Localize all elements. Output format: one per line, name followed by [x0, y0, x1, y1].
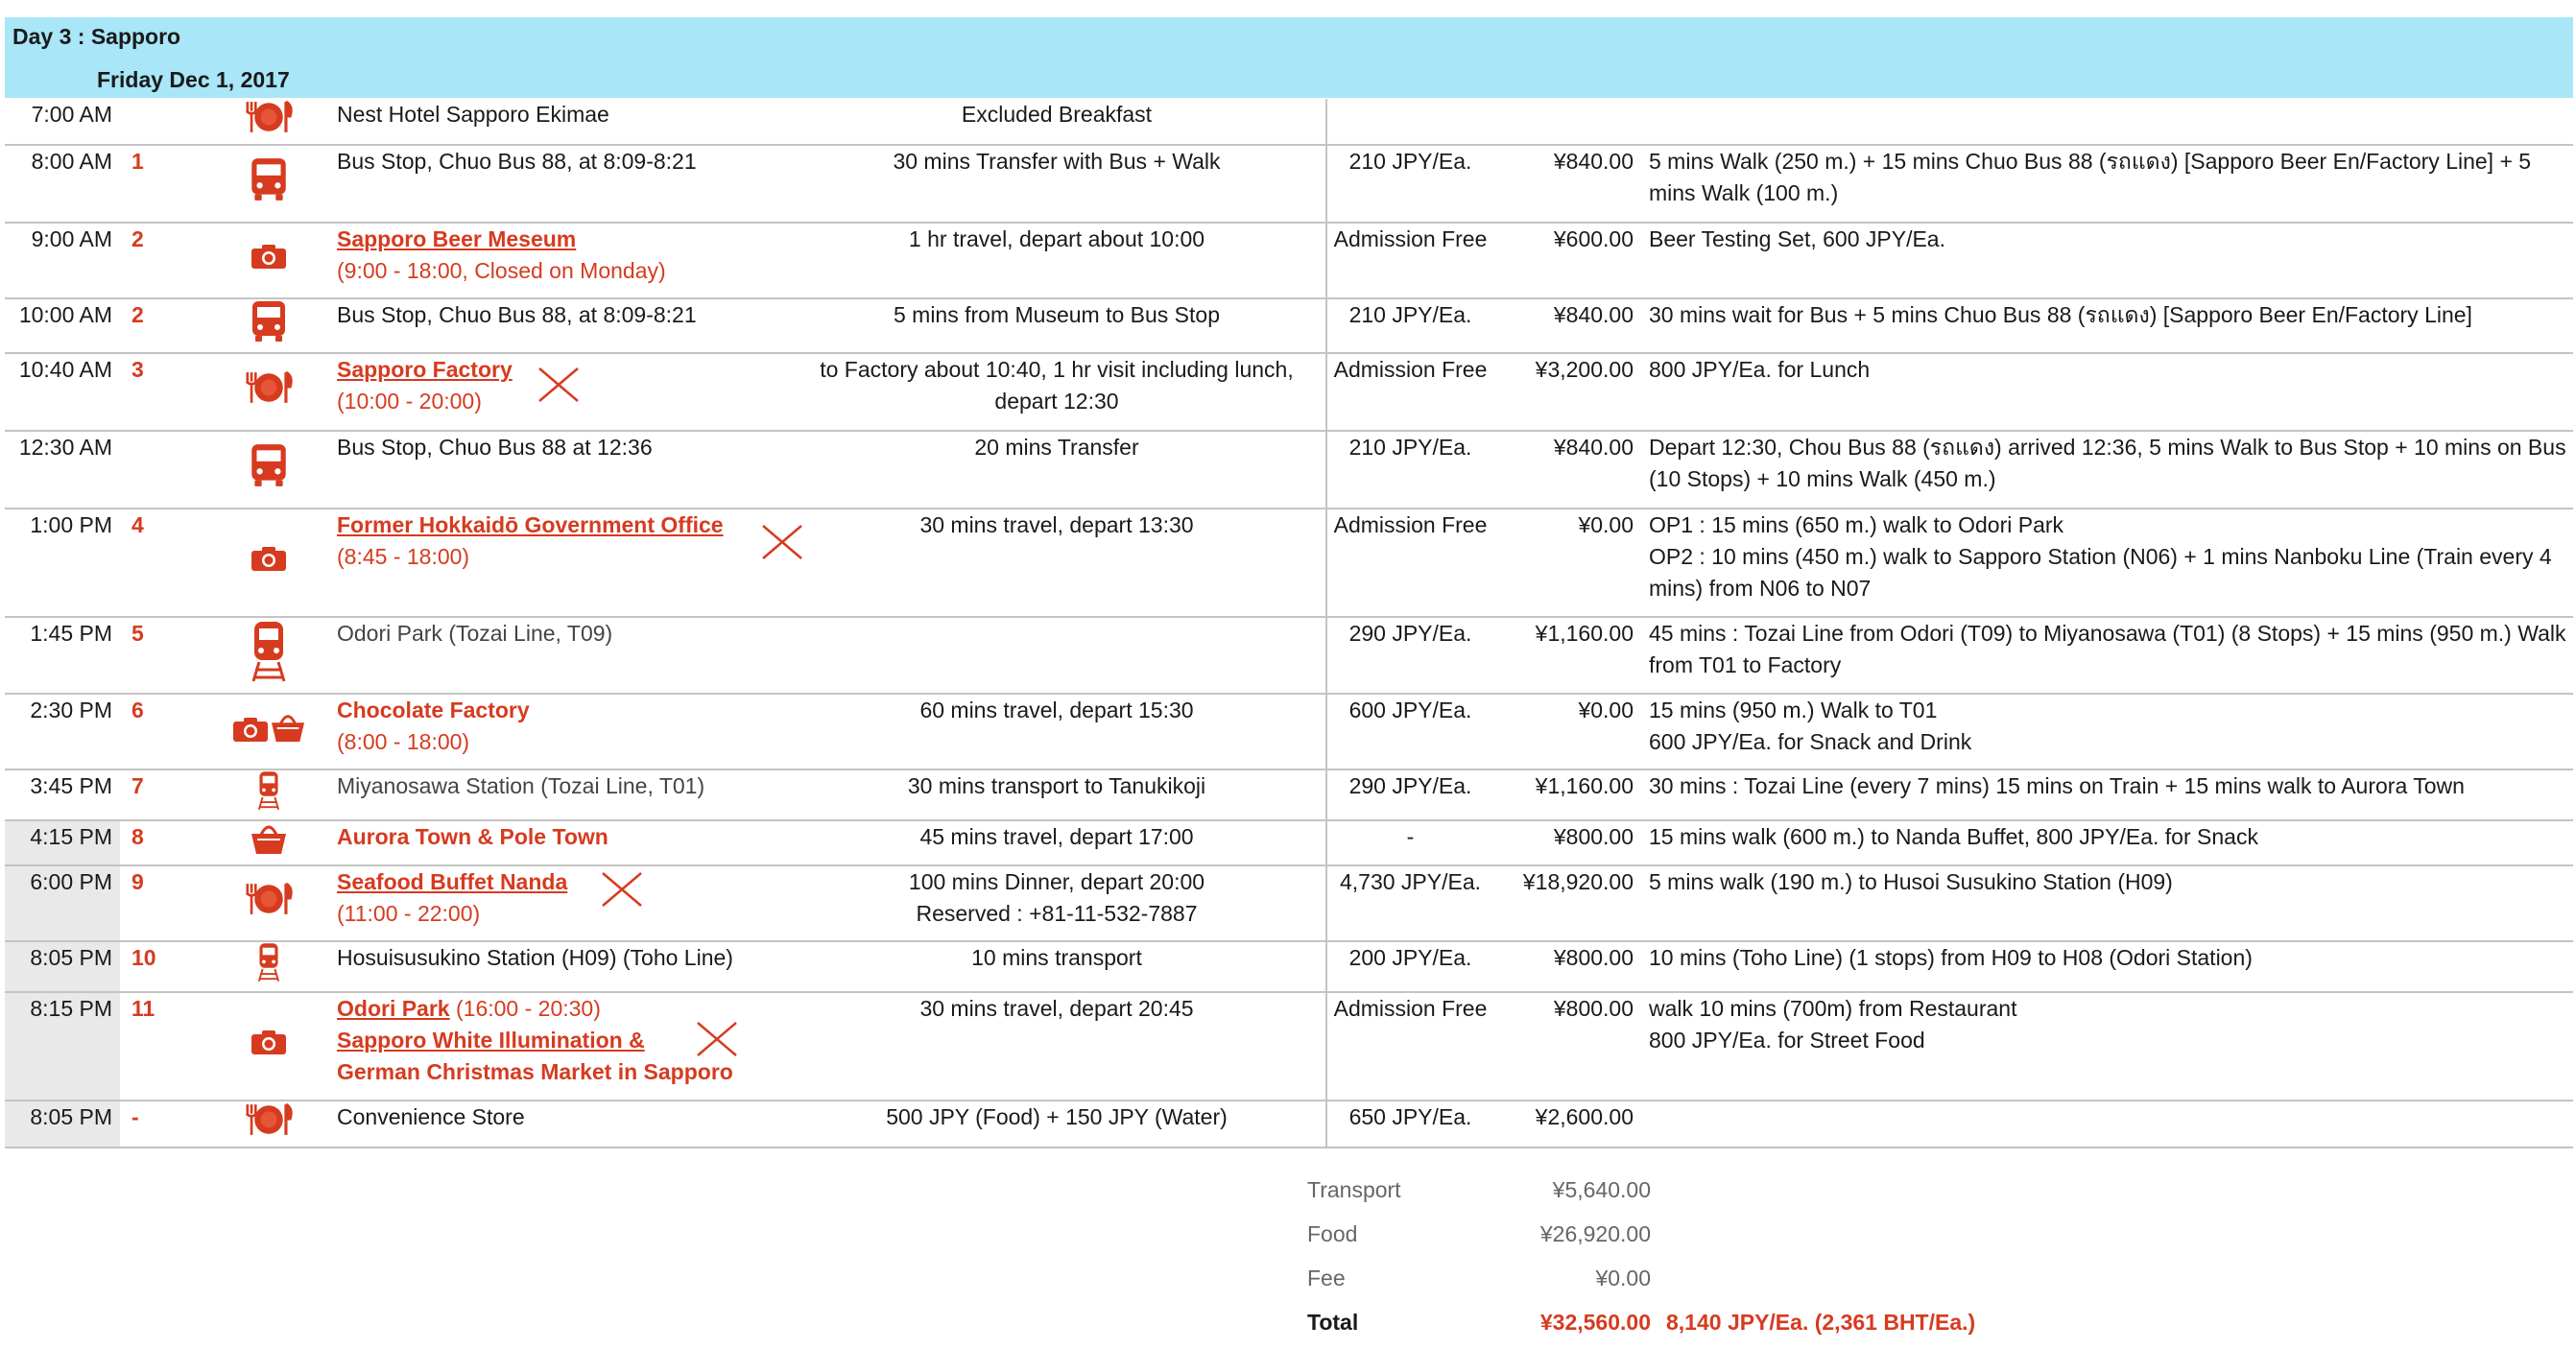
row-cost: ¥1,160.00	[1535, 773, 1634, 798]
row-price: Admission Free	[1333, 512, 1488, 537]
row-price	[1326, 99, 1493, 145]
summary-fee-label: Fee	[1307, 1266, 1346, 1290]
row-note: 10 mins (Toho Line) (1 stops) from H09 to H08 (Odori Station)	[1649, 945, 2253, 970]
place-name: Chocolate Factory	[337, 698, 530, 722]
row-cost: ¥800.00	[1553, 824, 1634, 849]
table-row	[5, 145, 2573, 223]
row-note: OP1 : 15 mins (650 m.) walk to Odori Park	[1649, 512, 2064, 537]
row-price: Admission Free	[1333, 357, 1488, 382]
food-icon	[208, 353, 329, 431]
schedule-table	[5, 99, 2573, 1148]
row-place: Bus Stop, Chuo Bus 88, at 8:09-8:21	[337, 302, 697, 327]
row-note: walk 10 mins (700m) from Restaurant	[1649, 996, 2017, 1021]
row-time: 10:40 AM	[18, 357, 112, 382]
row-place: Bus Stop, Chuo Bus 88, at 8:09-8:21	[337, 149, 697, 174]
camera-icon	[208, 223, 329, 298]
place-hours: (11:00 - 22:00)	[337, 901, 481, 926]
row-cost: ¥0.00	[1578, 698, 1634, 722]
row-price: 290 JPY/Ea.	[1348, 773, 1472, 798]
row-price: Admission Free	[1333, 996, 1488, 1021]
row-price: 650 JPY/Ea.	[1348, 1104, 1472, 1129]
table-row	[5, 298, 2573, 353]
row-number: -	[131, 1104, 139, 1129]
day-header	[5, 17, 2573, 98]
camera-icon	[208, 509, 329, 617]
place-link[interactable]: Former Hokkaidō Government Office	[337, 512, 724, 537]
row-price: 210 JPY/Ea.	[1348, 149, 1472, 174]
row-note: Depart 12:30, Chou Bus 88 (รถแดง) arrived 12:36, 5 mins Walk to Bus Stop + 10 mins on Bus (10 Stops) + 10 mins Walk (450 m.)	[1649, 435, 2566, 491]
row-place: Odori Park (Tozai Line, T09)	[337, 621, 613, 646]
row-price: 200 JPY/Ea.	[1348, 945, 1472, 970]
row-plan: 5 mins from Museum to Bus Stop	[788, 298, 1326, 353]
row-place: Hosuisusukino Station (H09) (Toho Line)	[337, 945, 733, 970]
row-plan: Excluded Breakfast	[788, 99, 1326, 145]
row-price: -	[1406, 824, 1415, 849]
food-icon	[208, 865, 329, 941]
row-number: 2	[131, 302, 144, 327]
row-time: 6:00 PM	[5, 865, 120, 941]
row-plan-extra: Reserved : +81-11-532-7887	[916, 901, 1198, 926]
row-cost: ¥600.00	[1553, 226, 1634, 251]
place-link[interactable]: Odori Park	[337, 996, 450, 1021]
row-cost: ¥840.00	[1553, 149, 1634, 174]
row-price: Admission Free	[1333, 226, 1488, 251]
row-time: 1:45 PM	[30, 621, 112, 646]
row-time: 12:30 AM	[18, 435, 112, 460]
row-time: 2:30 PM	[30, 698, 112, 722]
row-plan: 30 mins Transfer with Bus + Walk	[788, 145, 1326, 223]
row-number: 6	[131, 698, 144, 722]
table-row	[5, 617, 2573, 694]
cross-mark-icon	[694, 1020, 740, 1058]
row-time: 8:05 PM	[5, 1100, 120, 1148]
place-link[interactable]: Seafood Buffet Nanda	[337, 869, 568, 894]
row-plan: 500 JPY (Food) + 150 JPY (Water)	[788, 1100, 1326, 1148]
table-row	[5, 941, 2573, 992]
place-link-illumination[interactable]: Sapporo White Illumination &	[337, 1028, 645, 1053]
place-hours: (16:00 - 20:30)	[456, 996, 601, 1021]
camera-icon	[208, 992, 329, 1100]
row-cost	[1493, 99, 1634, 145]
table-row	[5, 99, 2573, 145]
bus-icon	[208, 431, 329, 509]
place-link[interactable]: Sapporo Beer Meseum	[337, 226, 577, 251]
row-cost: ¥800.00	[1553, 945, 1634, 970]
row-price: 290 JPY/Ea.	[1348, 621, 1472, 646]
place-hours: (8:45 - 18:00)	[337, 544, 470, 569]
row-cost: ¥800.00	[1553, 996, 1634, 1021]
summary-fee-value: ¥0.00	[1595, 1266, 1651, 1290]
row-time: 7:00 AM	[31, 102, 112, 127]
row-note: 800 JPY/Ea. for Lunch	[1649, 357, 1871, 382]
row-price: 4,730 JPY/Ea.	[1339, 869, 1482, 894]
row-plan: 20 mins Transfer	[788, 431, 1326, 509]
train-small-icon	[208, 941, 329, 992]
row-note	[1634, 99, 2573, 145]
summary-food-value: ¥26,920.00	[1539, 1221, 1651, 1246]
row-number: 7	[131, 773, 144, 798]
place-hours: (10:00 - 20:00)	[337, 389, 482, 414]
row-number: 11	[131, 996, 155, 1021]
row-price: 600 JPY/Ea.	[1348, 698, 1472, 722]
row-number: 9	[131, 869, 144, 894]
row-note: 5 mins Walk (250 m.) + 15 mins Chuo Bus 88 (รถแดง) [Sapporo Beer En/Factory Line] + 5 mins Walk (100 m.)	[1649, 149, 2532, 205]
food-icon	[208, 1100, 329, 1148]
row-number: 8	[131, 824, 144, 849]
table-row	[5, 992, 2573, 1100]
row-place: Convenience Store	[337, 1104, 525, 1129]
row-time: 10:00 AM	[18, 302, 112, 327]
row-time: 9:00 AM	[31, 226, 112, 251]
row-note: 45 mins : Tozai Line from Odori (T09) to Miyanosawa (T01) (8 Stops) + 15 mins (950 m.) Walk from T01 to Factory	[1649, 621, 2566, 677]
table-row	[5, 694, 2573, 769]
row-price: 210 JPY/Ea.	[1348, 302, 1472, 327]
summary-transport-value: ¥5,640.00	[1552, 1177, 1651, 1202]
row-number: 2	[131, 226, 144, 251]
row-number: 4	[131, 512, 144, 537]
row-cost: ¥1,160.00	[1535, 621, 1634, 646]
row-note: 30 mins : Tozai Line (every 7 mins) 15 mins on Train + 15 mins walk to Aurora Town	[1649, 773, 2465, 798]
bus-icon	[208, 145, 329, 223]
row-price: 210 JPY/Ea.	[1348, 435, 1472, 460]
summary-total-value: ¥32,560.00	[1539, 1310, 1651, 1335]
camera-basket-icon	[208, 694, 329, 769]
row-plan	[788, 617, 1326, 694]
summary-total-label: Total	[1307, 1310, 1359, 1335]
table-row	[5, 431, 2573, 509]
row-place: Miyanosawa Station (Tozai Line, T01)	[337, 773, 705, 798]
row-plan: 10 mins transport	[788, 941, 1326, 992]
row-number: 10	[131, 945, 156, 970]
day-title: Day 3 : Sapporo	[12, 24, 181, 49]
table-row	[5, 509, 2573, 617]
row-cost: ¥840.00	[1553, 435, 1634, 460]
table-row	[5, 1100, 2573, 1148]
row-note: 5 mins walk (190 m.) to Husoi Susukino Station (H09)	[1649, 869, 2173, 894]
cross-mark-icon	[536, 366, 582, 404]
cross-mark-icon	[759, 523, 805, 561]
row-plan: 30 mins travel, depart 13:30	[788, 509, 1326, 617]
row-cost: ¥2,600.00	[1535, 1104, 1634, 1129]
row-note: Beer Testing Set, 600 JPY/Ea.	[1649, 226, 1945, 251]
table-row	[5, 769, 2573, 820]
row-plan: 45 mins travel, depart 17:00	[788, 820, 1326, 865]
table-row	[5, 223, 2573, 298]
row-time: 3:45 PM	[30, 773, 112, 798]
basket-icon	[208, 820, 329, 865]
row-place: Bus Stop, Chuo Bus 88 at 12:36	[337, 435, 653, 460]
summary-transport-label: Transport	[1307, 1177, 1401, 1202]
row-place: Aurora Town & Pole Town	[337, 824, 608, 849]
row-plan: 1 hr travel, depart about 10:00	[788, 223, 1326, 298]
row-plan: 60 mins travel, depart 15:30	[788, 694, 1326, 769]
row-plan: 100 mins Dinner, depart 20:00	[908, 869, 1205, 894]
row-note: 15 mins (950 m.) Walk to T01	[1649, 698, 1938, 722]
place-hours: (8:00 - 18:00)	[337, 729, 470, 754]
row-number: 5	[131, 621, 144, 646]
row-cost: ¥0.00	[1578, 512, 1634, 537]
row-plan: to Factory about 10:40, 1 hr visit including lunch, depart 12:30	[788, 353, 1326, 431]
row-note: 15 mins walk (600 m.) to Nanda Buffet, 800 JPY/Ea. for Snack	[1649, 824, 2258, 849]
row-place: Nest Hotel Sapporo Ekimae	[337, 102, 609, 127]
row-cost: ¥3,200.00	[1535, 357, 1634, 382]
summary-food-label: Food	[1307, 1221, 1358, 1246]
row-number	[120, 431, 208, 509]
row-note: 30 mins wait for Bus + 5 mins Chuo Bus 88 (รถแดง) [Sapporo Beer En/Factory Line]	[1649, 302, 2472, 327]
row-note-extra: OP2 : 10 mins (450 m.) walk to Sapporo Station (N06) + 1 mins Nanboku Line (Train every 4 mins) from N06 to N07	[1649, 544, 2552, 601]
place-hours: (9:00 - 18:00, Closed on Monday)	[337, 258, 666, 283]
day-date: Friday Dec 1, 2017	[97, 67, 290, 92]
bus-icon	[208, 298, 329, 353]
cross-mark-icon	[599, 870, 645, 909]
food-icon	[208, 99, 329, 145]
row-number	[120, 99, 208, 145]
place-christmas-market: German Christmas Market in Sapporo	[337, 1059, 733, 1084]
place-link[interactable]: Sapporo Factory	[337, 357, 513, 382]
table-row	[5, 865, 2573, 941]
row-cost: ¥840.00	[1553, 302, 1634, 327]
row-number: 1	[131, 149, 144, 174]
row-plan: 30 mins travel, depart 20:45	[788, 992, 1326, 1100]
row-cost: ¥18,920.00	[1522, 869, 1634, 894]
row-time: 1:00 PM	[30, 512, 112, 537]
table-row	[5, 820, 2573, 865]
row-time: 8:00 AM	[31, 149, 112, 174]
row-time: 4:15 PM	[5, 820, 120, 865]
train-icon	[208, 617, 329, 694]
row-note-extra: 800 JPY/Ea. for Street Food	[1649, 1028, 1925, 1053]
row-plan: 30 mins transport to Tanukikoji	[788, 769, 1326, 820]
train-small-icon	[208, 769, 329, 820]
row-time: 8:05 PM	[5, 941, 120, 992]
row-time: 8:15 PM	[5, 992, 120, 1100]
table-row	[5, 353, 2573, 431]
row-note-extra: 600 JPY/Ea. for Snack and Drink	[1649, 729, 1972, 754]
row-number: 3	[131, 357, 144, 382]
summary-total-note: 8,140 JPY/Ea. (2,361 BHT/Ea.)	[1666, 1310, 1976, 1335]
row-note	[1634, 1100, 2573, 1148]
